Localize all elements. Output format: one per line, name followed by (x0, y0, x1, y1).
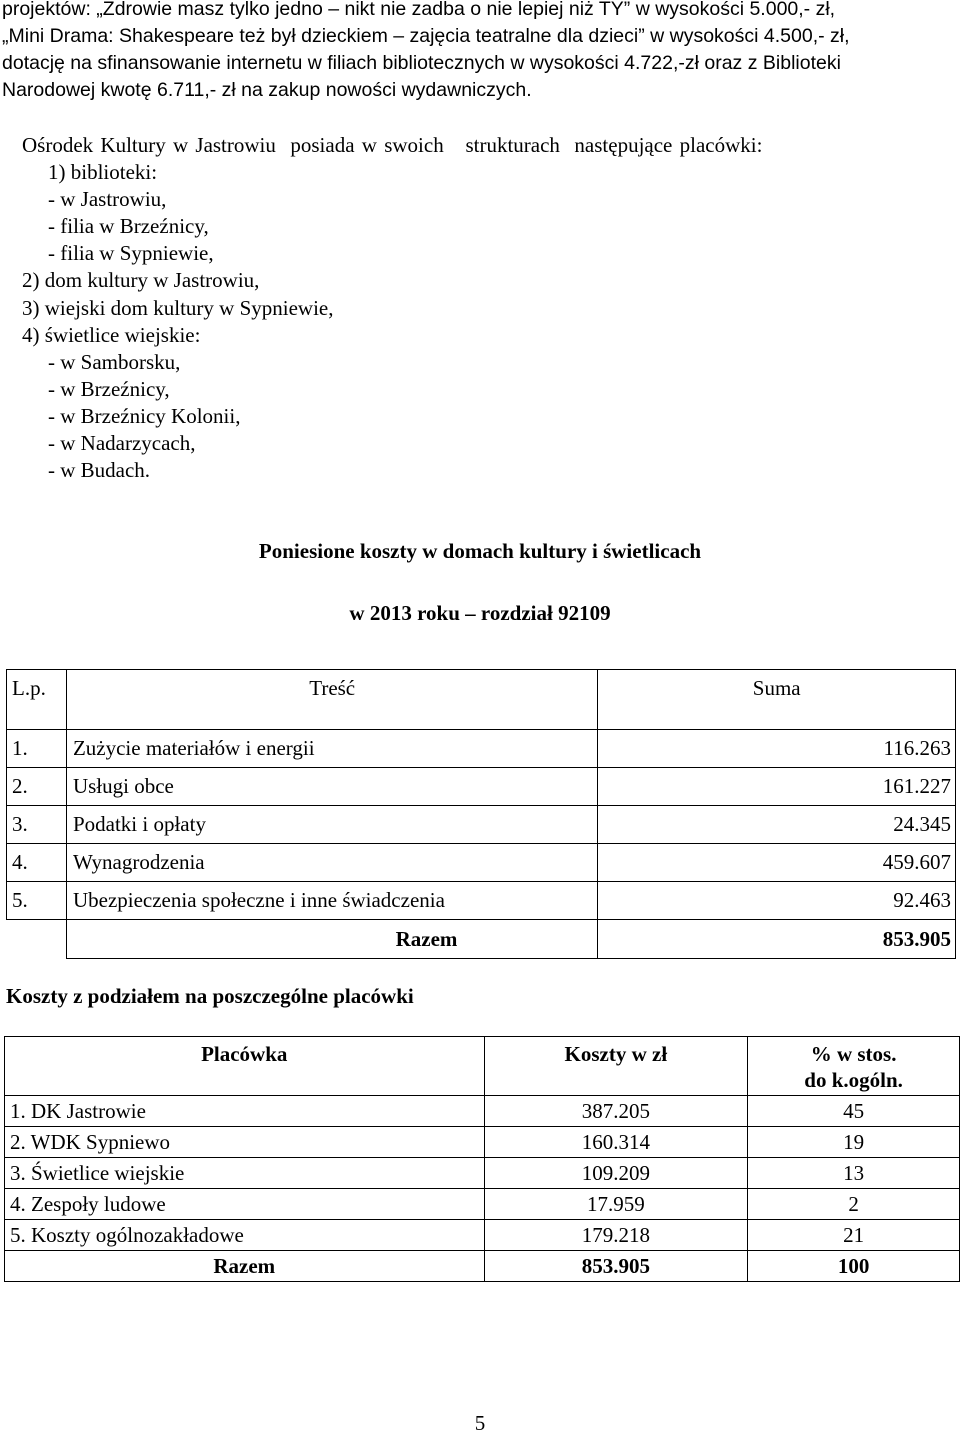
cell-lp: 3. (7, 806, 67, 844)
cell-percent: 13 (748, 1158, 960, 1189)
structure-item: 1) biblioteki: (48, 160, 158, 185)
cell-percent: 2 (748, 1189, 960, 1220)
header-percent-line2: do k.ogóln. (804, 1068, 903, 1092)
cell-sum: 24.345 (598, 806, 956, 844)
cell-cost: 160.314 (484, 1127, 748, 1158)
cell-percent: 19 (748, 1127, 960, 1158)
total-cost: 853.905 (484, 1251, 748, 1282)
structure-item: - w Budach. (48, 458, 151, 483)
table-row (7, 882, 956, 920)
costs-heading: Poniesione koszty w domach kultury i świetlicach (258, 539, 702, 563)
header-content: Treść (66, 670, 597, 730)
cell-content: Podatki i opłaty (66, 806, 597, 844)
table-row (5, 1096, 960, 1127)
cell-lp: 4. (7, 844, 67, 882)
table-row (7, 730, 956, 768)
table-row (5, 1189, 960, 1220)
total-label: Razem (66, 920, 597, 959)
costs-subheading: w 2013 roku – rozdział 92109 (349, 601, 611, 625)
structure-item: 3) wiejski dom kultury w Sypniewie, (22, 295, 334, 320)
header-unit: Placówka (5, 1037, 485, 1096)
cell-cost: 17.959 (484, 1189, 748, 1220)
structure-item: - w Jastrowiu, (48, 187, 167, 212)
cell-cost: 179.218 (484, 1220, 748, 1251)
breakdown-heading: Koszty z podziałem na poszczególne placówki (6, 984, 414, 1008)
cell-sum: 161.227 (598, 768, 956, 806)
cell-sum: 116.263 (598, 730, 956, 768)
table-row (7, 806, 956, 844)
organization-structure (22, 132, 952, 484)
cell-unit: 4. Zespoły ludowe (5, 1189, 485, 1220)
costs-table (6, 669, 956, 959)
cell-unit: 2. WDK Sypniewo (5, 1127, 485, 1158)
cell-content: Wynagrodzenia (66, 844, 597, 882)
intro-line: projektów: „Zdrowie masz tylko jedno – nikt nie zadba o nie lepiej niż TY” w wysokości 5.000,- zł, (2, 0, 836, 20)
cell-unit: 5. Koszty ogólnozakładowe (5, 1220, 485, 1251)
table-row (7, 844, 956, 882)
structure-lead: Ośrodek Kultury w Jastrowiu posiada w swoich strukturach następujące placówki: (22, 133, 763, 157)
cell-cost: 387.205 (484, 1096, 748, 1127)
cell-cost: 109.209 (484, 1158, 748, 1189)
intro-line: „Mini Drama: Shakespeare też był dzieckiem – zajęcia teatralne dla dzieci” w wysokości 4.500,- zł, (2, 25, 850, 47)
intro-line: Narodowej kwotę 6.711,- zł na zakup nowości wydawniczych. (2, 79, 532, 101)
intro-paragraph (2, 0, 958, 104)
cell-percent: 45 (748, 1096, 960, 1127)
cell-percent: 21 (748, 1220, 960, 1251)
header-percent (748, 1037, 960, 1096)
table-row (5, 1220, 960, 1251)
cell-lp: 2. (7, 768, 67, 806)
cell-content: Ubezpieczenia społeczne i inne świadczenia (66, 882, 597, 920)
cell-lp: 5. (7, 882, 67, 920)
cell-lp: 1. (7, 730, 67, 768)
structure-item: - w Brzeźnicy Kolonii, (48, 403, 241, 428)
structure-item: - filia w Brzeźnicy, (48, 214, 209, 239)
empty-cell (7, 920, 67, 959)
table-row (5, 1127, 960, 1158)
header-sum: Suma (598, 670, 956, 730)
header-cost: Koszty w zł (484, 1037, 748, 1096)
cell-sum: 92.463 (598, 882, 956, 920)
table-header-row (5, 1037, 960, 1096)
total-percent: 100 (748, 1251, 960, 1282)
structure-item: - filia w Sypniewie, (48, 241, 214, 266)
table-row (5, 1158, 960, 1189)
table-row (7, 768, 956, 806)
structure-item: 4) świetlice wiejskie: (22, 322, 201, 347)
cell-content: Zużycie materiałów i energii (66, 730, 597, 768)
table-header-row (7, 670, 956, 730)
total-label: Razem (5, 1251, 485, 1282)
breakdown-table (4, 1036, 960, 1282)
structure-item: - w Samborsku, (48, 349, 181, 374)
cell-unit: 3. Świetlice wiejskie (5, 1158, 485, 1189)
page-number: 5 (474, 1411, 486, 1435)
structure-item: - w Nadarzycach, (48, 431, 196, 456)
total-row (7, 920, 956, 959)
cell-sum: 459.607 (598, 844, 956, 882)
total-value: 853.905 (598, 920, 956, 959)
total-row (5, 1251, 960, 1282)
cell-unit: 1. DK Jastrowie (5, 1096, 485, 1127)
intro-line: dotację na sfinansowanie internetu w filiach bibliotecznych w wysokości 4.722,-zł oraz z Biblioteki (2, 52, 841, 74)
cell-content: Usługi obce (66, 768, 597, 806)
structure-item: 2) dom kultury w Jastrowiu, (22, 268, 260, 293)
structure-item: - w Brzeźnicy, (48, 376, 170, 401)
header-percent-line1: % w stos. (810, 1042, 897, 1066)
header-lp: L.p. (7, 670, 67, 730)
